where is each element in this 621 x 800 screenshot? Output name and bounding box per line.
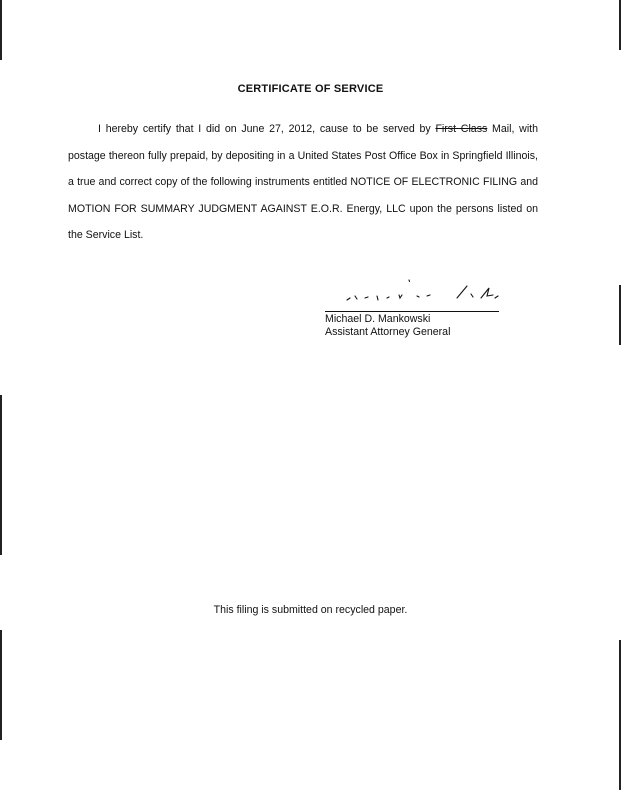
scan-edge-left xyxy=(0,0,2,60)
signer-name: Michael D. Mankowski xyxy=(325,313,431,325)
scan-edge-left xyxy=(0,395,2,555)
certificate-body xyxy=(68,116,538,249)
body-text-part-1: I hereby certify that I did on June 27, 2012, cause to be served by xyxy=(98,123,436,135)
struck-text: First Class xyxy=(435,123,488,135)
handwritten-signature xyxy=(325,274,501,310)
signer-title: Assistant Attorney General xyxy=(325,326,451,338)
scan-edge-left xyxy=(0,630,2,740)
body-text-part-2: Mail, with postage thereon fully prepaid, by depositing in a United States Post Office Box in Springfield Illinois, a true and correct copy of the following instruments entitled NOTICE OF ELECTRONIC FILING and MOTION FOR SUMMARY JUDGMENT AGAINST E.O.R. Energy, LLC upon the persons listed on the Service List. xyxy=(68,123,539,241)
recycled-paper-note: This filing is submitted on recycled paper. xyxy=(213,604,408,616)
signature-line xyxy=(325,311,499,312)
document-title: CERTIFICATE OF SERVICE xyxy=(237,83,384,95)
signer-block xyxy=(325,313,450,339)
